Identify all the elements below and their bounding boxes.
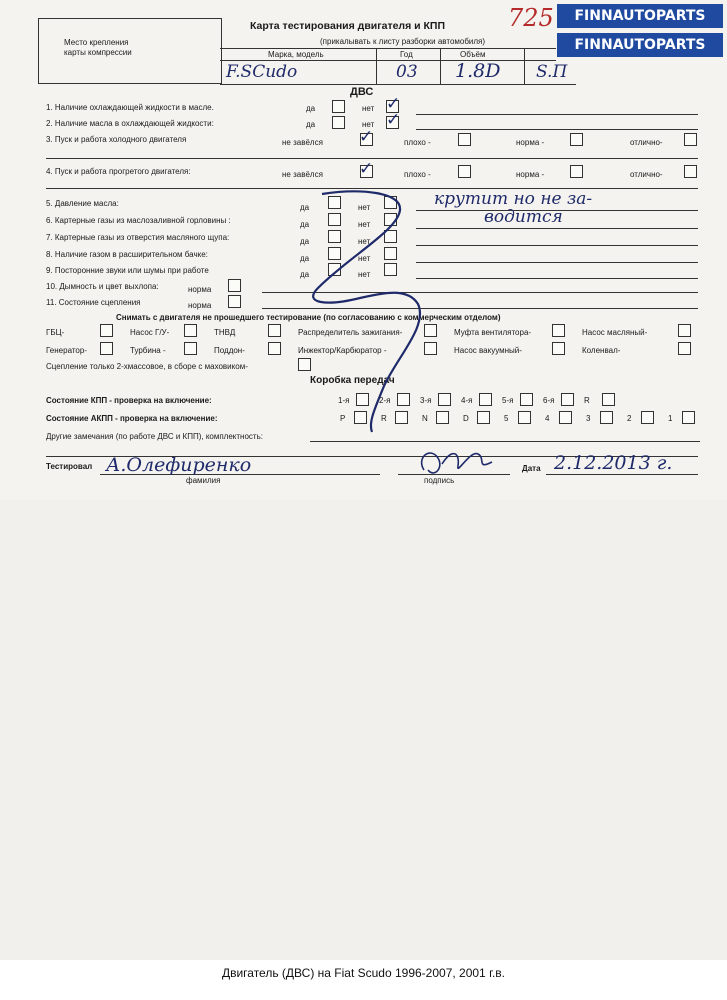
item5-no-label: нет xyxy=(358,203,371,212)
item11-label: 11. Состояние сцепления xyxy=(46,298,141,307)
auto-gear-checkbox[interactable] xyxy=(559,411,572,424)
item7-yes-label: да xyxy=(300,237,310,246)
item4-normal-checkbox[interactable] xyxy=(570,165,583,178)
brand-watermark-2: FINNAUTOPARTS xyxy=(557,33,723,57)
part-pump-gu-checkbox[interactable] xyxy=(184,324,197,337)
part-pump-gu-label: Насос Г/У- xyxy=(130,328,170,337)
blank-area xyxy=(0,500,727,960)
item4-bad-checkbox[interactable] xyxy=(458,165,471,178)
item1-no-label: нет xyxy=(362,104,375,113)
other-notes-label: Другие замечания (по работе ДВС и КПП), комплектность: xyxy=(46,432,263,441)
item2-label: 2. Наличие масла в охлаждающей жидкости: xyxy=(46,119,214,128)
gearbox-section-title: Коробка передач xyxy=(310,375,395,386)
item9-yes-label: да xyxy=(300,270,310,279)
auto-gear-label: R xyxy=(381,414,387,423)
auto-gear-label: N xyxy=(422,414,428,423)
auto-gear-checkbox[interactable] xyxy=(395,411,408,424)
manual-gear-label: R xyxy=(584,396,590,405)
manual-gear-checkbox[interactable] xyxy=(438,393,451,406)
manual-gear-label: 4-я xyxy=(461,396,473,405)
item2-yes-checkbox[interactable] xyxy=(332,116,345,129)
item3-excellent-label: отлично- xyxy=(630,138,663,147)
item9-label: 9. Посторонние звуки или шумы при работе xyxy=(46,266,209,275)
auto-gear-checkbox[interactable] xyxy=(354,411,367,424)
auto-gear-checkbox[interactable] xyxy=(518,411,531,424)
form-title: Карта тестирования двигателя и КПП xyxy=(250,20,446,32)
manual-gear-label: 3-я xyxy=(420,396,432,405)
item4-normal-label: норма - xyxy=(516,170,545,179)
manual-gear-checkbox[interactable] xyxy=(561,393,574,406)
checkmark-icon: ✓ xyxy=(386,94,401,114)
part-generator-label: Генератор- xyxy=(46,346,87,355)
part-oil-pump-checkbox[interactable] xyxy=(678,324,691,337)
part-vacuum-pump-label: Насос вакуумный- xyxy=(454,346,522,355)
manual-gear-checkbox[interactable] xyxy=(356,393,369,406)
item6-label: 6. Картерные газы из маслозаливной горловины : xyxy=(46,216,231,225)
item10-norm-label: норма xyxy=(188,285,212,294)
item4-bad-label: плохо - xyxy=(404,170,431,179)
item2-no-label: нет xyxy=(362,120,375,129)
part-pallet-label: Поддон- xyxy=(214,346,245,355)
handwritten-date: 2.12.2013 г. xyxy=(554,452,673,474)
tested-by-label: Тестировал xyxy=(46,462,93,471)
item2-yes-label: да xyxy=(306,120,316,129)
auto-gear-label: 5 xyxy=(504,414,509,423)
col-year-label: Год xyxy=(400,50,413,59)
item8-yes-label: да xyxy=(300,254,310,263)
page-caption: Двигатель (ДВС) на Fiat Scudo 1996-2007, 2001 г.в. xyxy=(221,966,506,980)
auto-gear-label: 4 xyxy=(545,414,550,423)
checkmark-icon: ✓ xyxy=(386,110,401,130)
part-turbo-checkbox[interactable] xyxy=(184,342,197,355)
handwritten-volume: 1.8D xyxy=(455,60,501,82)
item3-normal-checkbox[interactable] xyxy=(570,133,583,146)
surname-label: фамилия xyxy=(186,476,221,485)
engine-section-title: ДВС xyxy=(350,86,374,98)
item3-normal-label: норма - xyxy=(516,138,545,147)
item4-excellent-label: отлично- xyxy=(630,170,663,179)
handwritten-model: F.SCudo xyxy=(226,62,298,82)
item5-yes-label: да xyxy=(300,203,310,212)
item4-not-started-label: не завёлся xyxy=(282,170,323,179)
part-crankshaft-checkbox[interactable] xyxy=(678,342,691,355)
item8-label: 8. Наличие газом в расширительном бачке: xyxy=(46,250,208,259)
auto-gear-checkbox[interactable] xyxy=(682,411,695,424)
brand-watermark-1: FINNAUTOPARTS xyxy=(557,4,723,28)
compression-place-label-2: карты компрессии xyxy=(64,48,132,57)
item4-excellent-checkbox[interactable] xyxy=(684,165,697,178)
manual-gear-checkbox[interactable] xyxy=(602,393,615,406)
item3-bad-checkbox[interactable] xyxy=(458,133,471,146)
auto-gear-label: 3 xyxy=(586,414,591,423)
handwritten-note-1: крутит но не за- xyxy=(434,189,593,209)
part-fan-clutch-checkbox[interactable] xyxy=(552,324,565,337)
handwritten-engine-code: S.П xyxy=(536,62,568,82)
part-tnvd-checkbox[interactable] xyxy=(268,324,281,337)
item3-excellent-checkbox[interactable] xyxy=(684,133,697,146)
item1-yes-checkbox[interactable] xyxy=(332,100,345,113)
handwritten-year: 03 xyxy=(396,62,418,82)
manual-gear-checkbox[interactable] xyxy=(479,393,492,406)
item3-not-started-label: не завёлся xyxy=(282,138,323,147)
part-oil-pump-label: Насос масляный- xyxy=(582,328,648,337)
col-volume-label: Объём xyxy=(460,50,486,59)
date-label: Дата xyxy=(522,464,541,473)
checkmark-icon: ✓ xyxy=(359,127,374,147)
handwritten-number: 725 xyxy=(508,4,554,32)
part-gbc-label: ГБЦ- xyxy=(46,328,65,337)
signature-label: подпись xyxy=(424,476,455,485)
item3-label: 3. Пуск и работа холодного двигателя xyxy=(46,135,187,144)
part-pallet-checkbox[interactable] xyxy=(268,342,281,355)
item7-no-label: нет xyxy=(358,237,371,246)
part-fan-clutch-label: Муфта вентилятора- xyxy=(454,328,532,337)
part-generator-checkbox[interactable] xyxy=(100,342,113,355)
manual-state-label: Состояние КПП - проверка на включение: xyxy=(46,396,212,405)
item10-label: 10. Дымность и цвет выхлопа: xyxy=(46,282,159,291)
part-injector-label: Инжектор/Карбюратор - xyxy=(298,346,387,355)
manual-gear-label: 6-я xyxy=(543,396,555,405)
auto-gear-checkbox[interactable] xyxy=(436,411,449,424)
auto-gear-label: 1 xyxy=(668,414,673,423)
item11-norm-label: норма xyxy=(188,301,212,310)
auto-gear-label: P xyxy=(340,414,346,423)
compression-place-label-1: Место крепления xyxy=(64,38,129,47)
manual-gear-checkbox[interactable] xyxy=(397,393,410,406)
auto-gear-checkbox[interactable] xyxy=(641,411,654,424)
col-make-label: Марка, модель xyxy=(268,50,324,59)
part-gbc-checkbox[interactable] xyxy=(100,324,113,337)
item8-no-label: нет xyxy=(358,254,371,263)
item6-yes-label: да xyxy=(300,220,310,229)
checkmark-icon: ✓ xyxy=(359,159,374,179)
item1-label: 1. Наличие охлаждающей жидкости в масле. xyxy=(46,103,214,112)
part-crankshaft-label: Коленвал- xyxy=(582,346,621,355)
auto-state-label: Состояние АКПП - проверка на включение: xyxy=(46,414,218,423)
handwritten-tester-name: А.Олефиренко xyxy=(106,454,252,476)
remove-parts-heading: Снимать с двигателя не прошедшего тестирование (по согласованию с коммерческим отделом) xyxy=(116,313,501,322)
auto-gear-checkbox[interactable] xyxy=(477,411,490,424)
part-turbo-label: Турбина - xyxy=(130,346,166,355)
signature-scribble xyxy=(412,440,502,486)
auto-gear-label: D xyxy=(463,414,469,423)
item7-label: 7. Картерные газы из отверстия масляного щупа: xyxy=(46,233,230,242)
part-tnvd-label: ТНВД xyxy=(214,328,236,337)
manual-gear-label: 5-я xyxy=(502,396,514,405)
item11-norm-checkbox[interactable] xyxy=(228,295,241,308)
manual-gear-label: 2-я xyxy=(379,396,391,405)
auto-gear-label: 2 xyxy=(627,414,632,423)
form-subtitle: (прикалывать к листу разборки автомобиля) xyxy=(320,37,486,46)
manual-gear-checkbox[interactable] xyxy=(520,393,533,406)
auto-gear-checkbox[interactable] xyxy=(600,411,613,424)
item4-label: 4. Пуск и работа прогретого двигателя: xyxy=(46,167,191,176)
manual-gear-label: 1-я xyxy=(338,396,350,405)
clutch-note-label: Сцепление только 2-хмассовое, в сборе с маховиком- xyxy=(46,362,248,371)
item5-label: 5. Давление масла: xyxy=(46,199,119,208)
handwritten-note-2: водится xyxy=(484,207,563,227)
part-vacuum-pump-checkbox[interactable] xyxy=(552,342,565,355)
item1-yes-label: да xyxy=(306,104,316,113)
item3-bad-label: плохо - xyxy=(404,138,431,147)
part-distributor-label: Распределитель зажигания- xyxy=(298,328,403,337)
item10-norm-checkbox[interactable] xyxy=(228,279,241,292)
item6-no-label: нет xyxy=(358,220,371,229)
item9-no-label: нет xyxy=(358,270,371,279)
